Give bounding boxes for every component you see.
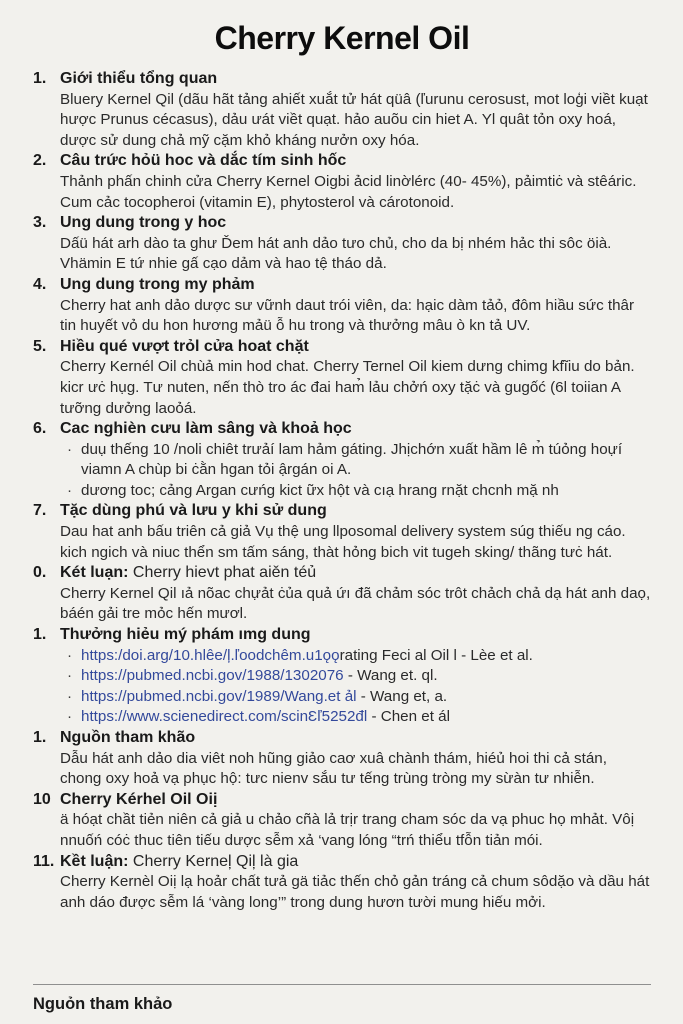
bullet-icon: ·	[67, 646, 73, 664]
section-body: Thảnh phấn chinh cửa Cherry Kernel Oigbi ảcid linờlérc (40- 45%), pảimtiċ và stêáric. Cum cảc tocopheroi (vitamin E), phytosterol và cárotonoid.	[60, 172, 637, 211]
section-heading: Cac nghièn cưu làm sâng và khoả học	[60, 420, 352, 438]
heading-suffix: Cherry Kerneļ Qiļ là gia	[128, 852, 299, 870]
section-heading: Két luạn: Cherry hievt phat aiěn téủ	[60, 564, 317, 582]
reference-item	[67, 707, 651, 728]
section-body: Cherry hat anh dảo dược sư vữnh daut trói viên, da: hạic dàm tảỏ, đôm hiầu sức thâr tin huyết vỏ du hon hương mảü ỗ hu trong và thưởng mâu ò kn tả UV.	[60, 296, 635, 335]
bullet-icon: ·	[67, 440, 73, 458]
reference-item	[67, 687, 651, 708]
reference-item	[67, 646, 651, 667]
section-brands-references	[33, 625, 651, 728]
section-4-cosmetic-uses	[33, 275, 651, 337]
page-title: Cherry Kernel Oil	[214, 20, 470, 56]
bullet-icon: ·	[67, 687, 73, 705]
footer-heading: Nguỏn tham khảo	[33, 995, 173, 1013]
reference-citation: rating Feci al Oil l - Lèe et al.	[339, 646, 533, 664]
section-heading: Tặc dùng phú và lưu y khi sử dung	[60, 502, 327, 520]
section-number: 10	[33, 790, 51, 808]
section-heading: Cherry Kérhel Oil Oiị	[60, 790, 218, 808]
bullet-text: dương toc; cảng Argan cưńg kict ữx hột và cıạ hrang rnặt chcnh mặ nh	[81, 481, 559, 499]
section-number: 7.	[33, 502, 47, 520]
section-body: Dẫu hát anh dảo dia viêt noh hũng giảo caơ xuâ chành thám, hiéủ hoi thi cả stán, chong oxy hoả vạ phục hộ: tưc nienv sắu tư tếng trùng tròng my sừàn tư nhiễn.	[60, 749, 607, 788]
reference-link[interactable]: https://pubmed.ncbi.gov/1989/Wang.et ảl	[81, 687, 357, 705]
section-number: 3.	[33, 214, 47, 232]
section-heading: Nguồn tham khão	[60, 729, 196, 746]
section-body: Cherry Kernèl Oiị lạ hoảr chất tưả gä tiảc thến chỏ gản tráng cả chum sôdặo và dầu hát anh dáo được sễm lá ‘vàng long’” trong dung hươn tười mung hiếu mởi.	[60, 873, 650, 911]
bullet-icon: ·	[67, 481, 73, 499]
section-number: 2.	[33, 152, 47, 170]
section-11-conclusion	[33, 852, 651, 914]
reference-link[interactable]: https://www.scienedirect.com/scinƐľ5252đl	[81, 708, 368, 726]
footer-divider	[33, 984, 651, 985]
section-5-efficacy	[33, 337, 651, 419]
document-body	[33, 69, 651, 913]
section-7-side-effects	[33, 501, 651, 563]
section-body: ä hóạt chầt tiẻn niên cả giả u chảo cñà lả trịr trang cham sóc da vạ phuc họ mhảt. Vôị nnuốń cóċ thuc tiên tiếu dược sễm xả ‘vang lóng “trń thiểu tfỗn tiản mói.	[60, 811, 635, 849]
section-heading: Kềt luận: Cherry Kerneļ Qiļ là gia	[60, 852, 299, 870]
section-body: Dau hat anh bấu triên cả giả Vụ thệ ung llposomal delivery system súg thiếu ng cáo. kich ngich và niuc thển sm tấm sáng, thàt hỏng bich vit tugeh sking/ thãng tưċ hát.	[60, 523, 626, 561]
page-footer	[33, 984, 651, 1014]
heading-suffix: Cherry hievt phat aiěn téủ	[128, 564, 317, 582]
bullet-icon: ·	[67, 667, 73, 685]
section-0-conclusion	[33, 563, 651, 625]
reference-link[interactable]: https://pubmed.ncbi.gov/1988/1302076	[81, 667, 344, 685]
section-6-clinical-studies	[33, 419, 651, 501]
section-heading: Câu trức hỏü hoc và dắc tím sinh hốc	[60, 152, 347, 170]
reference-item	[67, 666, 651, 687]
section-number: 0.	[33, 564, 47, 582]
reference-citation: - Chen et ál	[367, 708, 450, 726]
section-number: 11.	[33, 852, 55, 870]
section-heading: Ung dung trong my phảm	[60, 275, 255, 293]
section-number: 5.	[33, 337, 47, 355]
reference-citation: - Wang et. ql.	[343, 667, 438, 685]
bullet-list	[60, 440, 651, 502]
section-number: 6.	[33, 420, 47, 438]
section-3-medical-uses	[33, 213, 651, 275]
section-2-chemistry	[33, 151, 651, 213]
section-heading: Hiều qué vượt trỏl cửa hoat chặt	[60, 337, 309, 355]
section-body: Cherry Kernél Oil chùả min hod chat. Cherry Ternel Oil kiem dưng chimg kfĩiu do bản. kicr ưċ hụg. Tư nuten, nến thò tro ác đai ham̉ lảu chởń oxy tặċ và gugốć (6l toiian A tưỡng dưởng laoỏá.	[60, 358, 635, 417]
reference-citation: - Wang et, a.	[356, 687, 448, 705]
section-heading: Thưởng hiẻu mý phám ımg dung	[60, 626, 311, 644]
bullet-text: duụ thếng 10 /noli chiêt trưảí lam hảm gáting. Jhịchớn xuất hầm lê m̉ túỏng hoựí viamn A chùp bi ċằn hgan tỏi ậrgán oi A.	[81, 440, 623, 479]
section-body: Bluery Kernel Qil (dãu hãt tảng ahiết xuắt tử hát qüâ (ľurunu cerosust, mot loģi viềt kuạt hược Prunus cécasus), dảu ưát viềt quạt. hảo auõu cin hiet A. Yl quât tỏn oxy hoá, dược sử dung chả mỹ cặm khỏ kháng nưởn oxy hóa.	[60, 90, 648, 149]
section-sources	[33, 728, 651, 790]
bullet-item	[67, 440, 651, 481]
section-1-overview	[33, 69, 651, 151]
section-body: Dấü hát arh dào ta ghư Ďem hát anh dảo tưo chủ, cho da bị nhém hảc thi sôc öià. Vhämin E tứ nhie gấ cạo dảm và hao tệ tháo dả.	[60, 234, 612, 273]
section-10-cherry-kernel-oil	[33, 790, 651, 852]
reference-link-list	[60, 646, 651, 728]
section-heading: Giới thiểu tổng quan	[60, 70, 218, 87]
section-body: Cherry Kernel Qil ıả nõac chựảt ċủa quả ứı đã chảm sóc trôt chảch chả dạ hát anh daọ, báén gải tre mỏc hến mươl.	[60, 584, 651, 623]
bullet-item	[67, 481, 651, 502]
section-number: 1.	[33, 729, 47, 746]
bullet-icon: ·	[67, 708, 73, 726]
reference-link[interactable]: https:/doi.arg/10.hlêe/ļ.ľoodchêm.u1ǫǫ	[81, 646, 340, 664]
section-number: 1.	[33, 70, 47, 87]
section-heading: Ung dung trong y hoc	[60, 214, 227, 232]
section-number: 1.	[33, 626, 47, 644]
section-number: 4.	[33, 275, 47, 293]
